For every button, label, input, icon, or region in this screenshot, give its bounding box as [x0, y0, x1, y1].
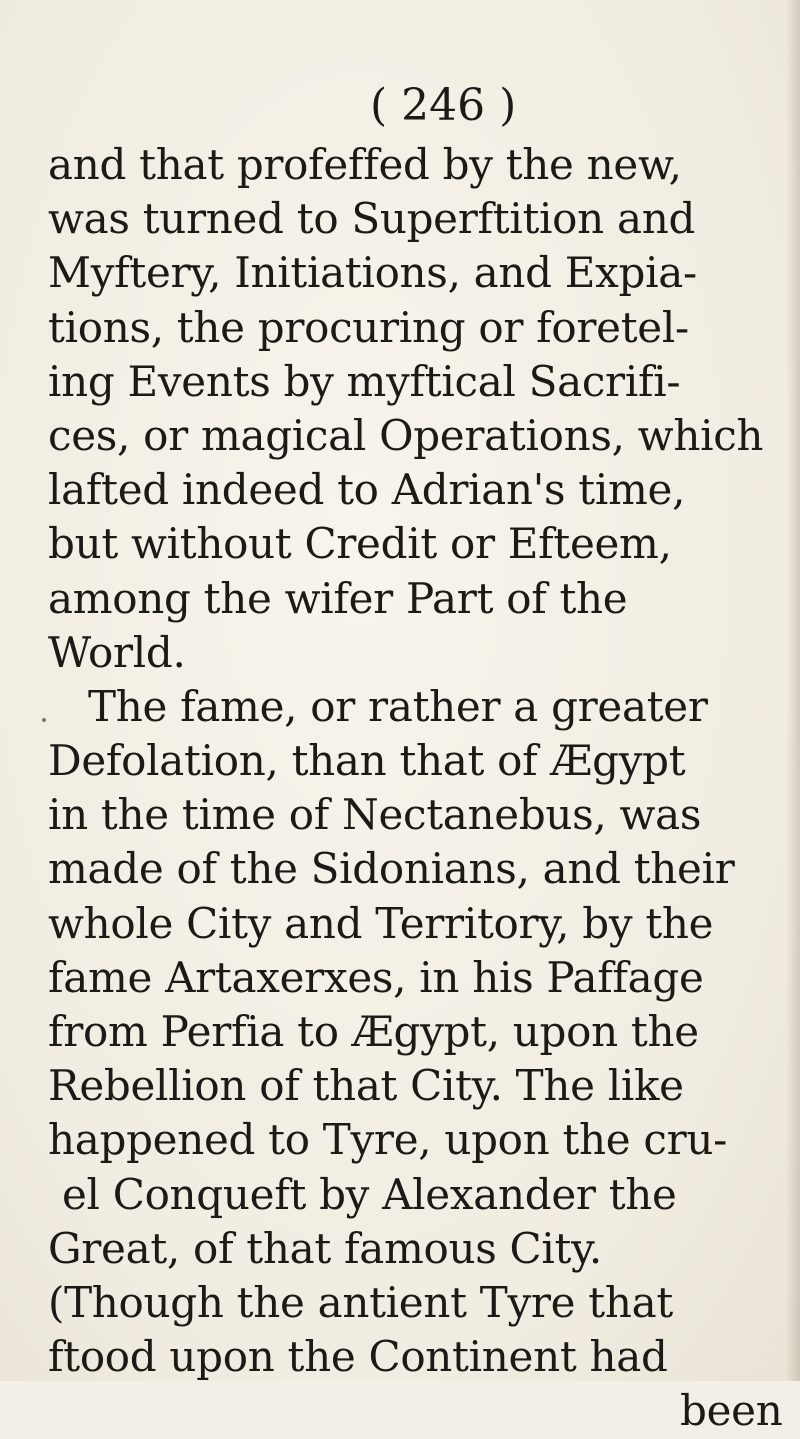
ink-fleck — [42, 718, 46, 722]
body-text — [48, 138, 800, 1439]
text-line: whole City and Territory, by the — [48, 898, 714, 948]
text-line: from Perfia to Ægypt, upon the — [48, 1007, 699, 1056]
text-line: Great, of that famous City. — [48, 1223, 602, 1273]
text-line: tions, the procuring or foretel- — [48, 302, 689, 352]
text-line: fame Artaxerxes, in his Paffage — [48, 952, 704, 1002]
text-line: ces, or magical Operations, which — [48, 410, 764, 460]
text-line: in the time of Nectanebus, was — [48, 790, 702, 840]
text-line: ftood upon the Continent had — [48, 1332, 668, 1382]
catchword: been — [680, 1386, 783, 1436]
text-line: happened to Tyre, upon the cru- — [48, 1115, 728, 1165]
text-line: ing Events by myftical Sacrifi- — [48, 356, 681, 406]
text-line: World. — [48, 627, 186, 677]
text-line: among the wifer Part of the — [48, 573, 628, 623]
text-line: but without Credit or Efteem, — [48, 519, 672, 569]
page-number: ( 246 ) — [370, 80, 517, 131]
text-line: (Though the antient Tyre that — [48, 1277, 673, 1327]
text-line: lafted indeed to Adrian's time, — [48, 465, 686, 515]
text-line: made of the Sidonians, and their — [48, 844, 735, 894]
text-line: el Conqueft by Alexander the — [62, 1169, 677, 1219]
text-line: Defolation, than that of Ægypt — [48, 736, 686, 786]
text-line: and that profeffed by the new, — [48, 140, 682, 189]
text-line: Myftery, Initiations, and Expia- — [48, 248, 697, 298]
text-line: was turned to Superftition and — [48, 194, 696, 244]
text-line: Rebellion of that City. The like — [48, 1061, 684, 1111]
text-line: The fame, or rather a greater — [88, 681, 708, 731]
